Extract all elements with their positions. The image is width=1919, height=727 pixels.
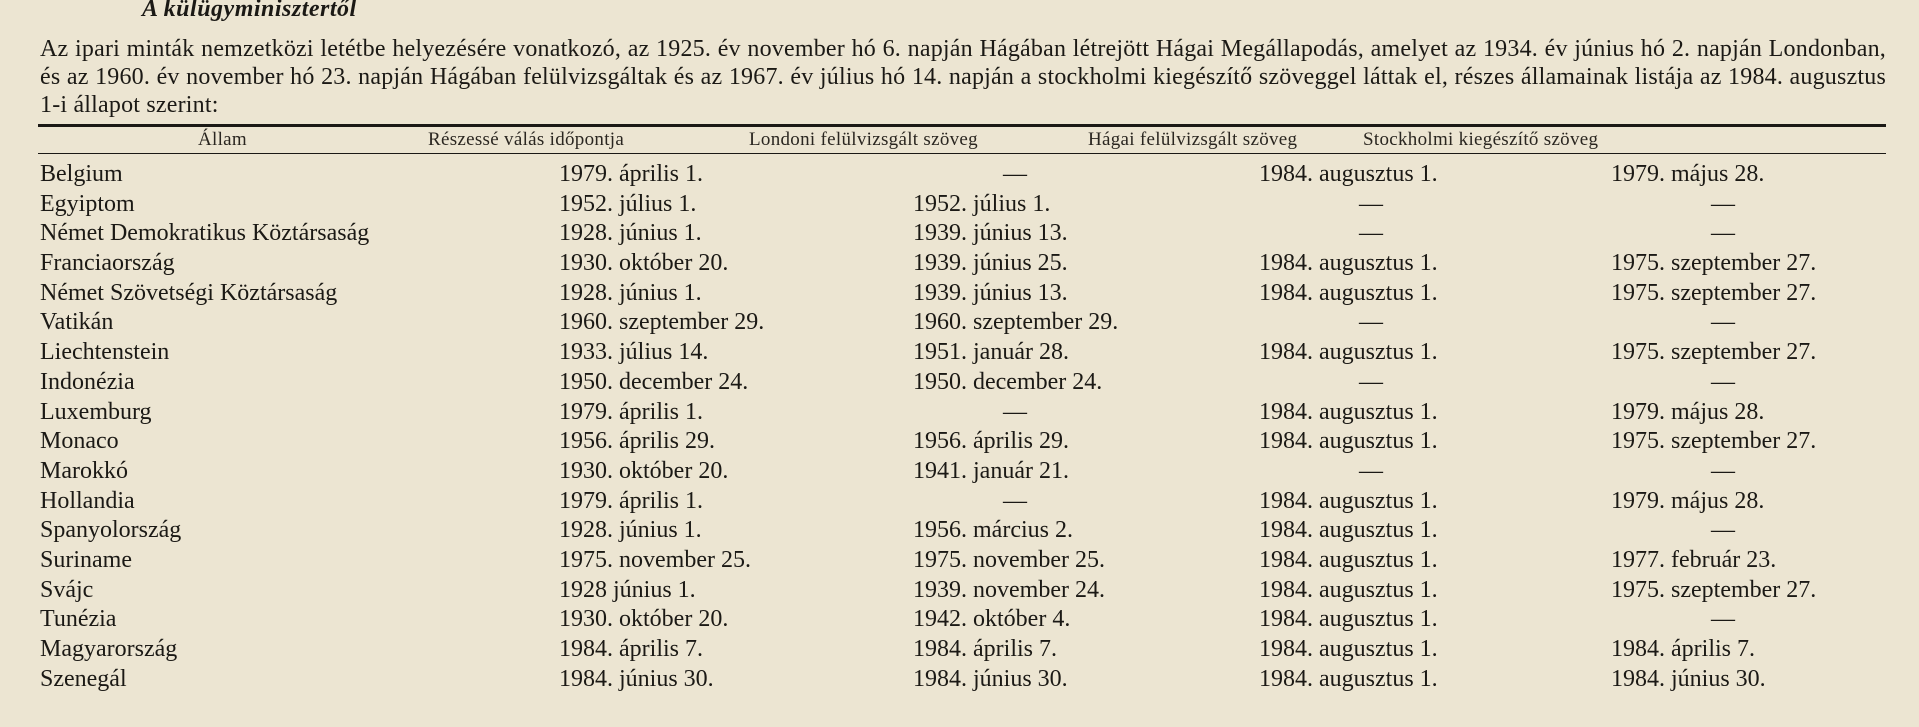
cell-join-date: 1979. április 1. — [559, 161, 703, 187]
cell-state: Belgium — [40, 161, 123, 187]
cell-stockholm-text: — — [1711, 517, 1735, 544]
cell-london-text: 1960. szeptember 29. — [913, 309, 1119, 336]
table-row — [0, 635, 1919, 665]
cell-stockholm-text: 1975. szeptember 27. — [1611, 279, 1817, 306]
cell-join-date: 1984. június 30. — [559, 665, 714, 692]
cell-state: Svájc — [40, 576, 94, 603]
cell-hague-text: — — [1359, 368, 1383, 395]
cell-hague-text: — — [1359, 190, 1383, 217]
cell-hague-text: 1984. augusztus 1. — [1259, 487, 1438, 514]
cell-stockholm-text: — — [1711, 309, 1735, 336]
cell-join-date: 1979. április 1. — [559, 487, 703, 514]
cell-state: Magyarország — [40, 636, 178, 662]
cell-stockholm-text: 1975. szeptember 27. — [1611, 428, 1817, 455]
cell-state: Egyiptom — [40, 190, 135, 217]
cell-london-text: 1984. június 30. — [913, 665, 1068, 692]
cell-stockholm-text: 1979. május 28. — [1611, 161, 1765, 187]
table-row — [0, 576, 1919, 606]
table-header-rule — [38, 153, 1886, 154]
cell-stockholm-text: 1975. szeptember 27. — [1611, 250, 1817, 277]
table-row — [0, 219, 1919, 249]
section-heading: A külügyminisztertől — [142, 0, 357, 22]
cell-join-date: 1960. szeptember 29. — [559, 309, 765, 336]
cell-join-date: 1930. október 20. — [559, 457, 729, 484]
cell-state: Vatikán — [40, 309, 114, 336]
cell-hague-text: 1984. augusztus 1. — [1259, 279, 1438, 306]
table-row — [0, 279, 1919, 309]
cell-hague-text: 1984. augusztus 1. — [1259, 606, 1438, 633]
cell-london-text: 1951. január 28. — [913, 339, 1069, 366]
cell-state: Német Szövetségi Köztársaság — [40, 279, 338, 306]
cell-hague-text: 1984. augusztus 1. — [1259, 517, 1438, 544]
cell-london-text: — — [1003, 487, 1027, 514]
cell-stockholm-text: — — [1711, 190, 1735, 217]
cell-hague-text: 1984. augusztus 1. — [1259, 428, 1438, 455]
cell-hague-text: 1984. augusztus 1. — [1259, 576, 1438, 603]
cell-hague-text: 1984. augusztus 1. — [1259, 665, 1438, 692]
table-row — [0, 308, 1919, 338]
cell-state: Indonézia — [40, 368, 135, 395]
cell-london-text: 1975. november 25. — [913, 546, 1105, 573]
cell-state: Liechtenstein — [40, 339, 170, 366]
cell-hague-text: 1984. augusztus 1. — [1259, 161, 1438, 187]
cell-stockholm-text: — — [1711, 368, 1735, 395]
table-row — [0, 427, 1919, 457]
cell-state: Spanyolország — [40, 517, 182, 544]
cell-hague-text: 1984. augusztus 1. — [1259, 636, 1438, 662]
cell-london-text: 1942. október 4. — [913, 606, 1071, 633]
cell-hague-text: 1984. augusztus 1. — [1259, 250, 1438, 277]
cell-london-text: 1941. január 21. — [913, 457, 1069, 484]
cell-state: Franciaország — [40, 250, 175, 277]
cell-join-date: 1928. június 1. — [559, 517, 702, 544]
cell-stockholm-text: 1975. szeptember 27. — [1611, 339, 1817, 366]
cell-join-date: 1950. december 24. — [559, 368, 749, 395]
cell-state: Monaco — [40, 428, 119, 455]
cell-london-text: 1956. április 29. — [913, 428, 1069, 455]
cell-join-date: 1975. november 25. — [559, 546, 751, 573]
cell-hague-text: 1984. augusztus 1. — [1259, 398, 1438, 425]
table-header — [38, 126, 1886, 153]
header-hague-text: Hágai felülvizsgált szöveg — [1088, 129, 1298, 150]
cell-stockholm-text: 1984. június 30. — [1611, 665, 1766, 692]
cell-london-text: — — [1003, 161, 1027, 187]
intro-paragraph: Az ipari minták nemzetközi letétbe helyezésére vonatkozó, az 1925. év november hó 6. napján Hágában létrejött Hágai Megállapodás, amelyet az 1934. év június hó 2. napján Londonban, és az 1960. év november hó 23. napján Hágában felülvizsgáltak és az 1967. év július hó 14. napján a stockholmi kiegészítő szöveggel láttak el, részes államainak listája az 1984. augusztus 1-i állapot szerint: — [40, 36, 1886, 118]
table-row — [0, 160, 1919, 190]
cell-hague-text: 1984. augusztus 1. — [1259, 339, 1438, 366]
table-row — [0, 605, 1919, 635]
table-row — [0, 398, 1919, 428]
cell-london-text: 1952. július 1. — [913, 190, 1051, 217]
cell-join-date: 1956. április 29. — [559, 428, 715, 455]
cell-stockholm-text: 1979. május 28. — [1611, 487, 1765, 514]
cell-join-date: 1979. április 1. — [559, 398, 703, 425]
cell-state: Marokkó — [40, 457, 128, 484]
table-row — [0, 546, 1919, 576]
cell-join-date: 1928. június 1. — [559, 220, 702, 247]
cell-hague-text: 1984. augusztus 1. — [1259, 546, 1438, 573]
cell-join-date: 1933. július 14. — [559, 339, 709, 366]
cell-london-text: 1984. április 7. — [913, 636, 1057, 662]
cell-state: Német Demokratikus Köztársaság — [40, 220, 370, 247]
header-stockholm-text: Stockholmi kiegészítő szöveg — [1363, 129, 1599, 150]
cell-london-text: 1950. december 24. — [913, 368, 1103, 395]
table-row — [0, 190, 1919, 220]
cell-stockholm-text: 1977. február 23. — [1611, 546, 1777, 573]
table-row — [0, 665, 1919, 695]
cell-join-date: 1930. október 20. — [559, 606, 729, 633]
cell-hague-text: — — [1359, 457, 1383, 484]
cell-london-text: 1939. november 24. — [913, 576, 1105, 603]
cell-stockholm-text: — — [1711, 606, 1735, 633]
cell-stockholm-text: 1984. április 7. — [1611, 636, 1755, 662]
header-join-date: Részessé válás időpontja — [428, 129, 625, 150]
cell-join-date: 1952. július 1. — [559, 190, 697, 217]
cell-state: Hollandia — [40, 487, 135, 514]
cell-state: Suriname — [40, 546, 132, 573]
cell-london-text: 1939. június 13. — [913, 279, 1068, 306]
cell-hague-text: — — [1359, 309, 1383, 336]
cell-join-date: 1930. október 20. — [559, 250, 729, 277]
table-row — [0, 338, 1919, 368]
cell-stockholm-text: 1979. május 28. — [1611, 398, 1765, 425]
cell-join-date: 1984. április 7. — [559, 636, 703, 662]
cell-london-text: 1939. június 13. — [913, 220, 1068, 247]
header-state: Állam — [198, 129, 247, 150]
table-row — [0, 368, 1919, 398]
cell-london-text: — — [1003, 398, 1027, 425]
cell-state: Tunézia — [40, 606, 117, 633]
cell-london-text: 1939. június 25. — [913, 250, 1068, 277]
table-row — [0, 457, 1919, 487]
cell-state: Szenegál — [40, 665, 127, 692]
cell-join-date: 1928. június 1. — [559, 279, 702, 306]
table-row — [0, 249, 1919, 279]
table-body — [0, 160, 1919, 694]
cell-stockholm-text: — — [1711, 457, 1735, 484]
table-row — [0, 487, 1919, 517]
cell-state: Luxemburg — [40, 398, 152, 425]
cell-london-text: 1956. március 2. — [913, 517, 1073, 544]
cell-stockholm-text: — — [1711, 220, 1735, 247]
cell-stockholm-text: 1975. szeptember 27. — [1611, 576, 1817, 603]
cell-hague-text: — — [1359, 220, 1383, 247]
cell-join-date: 1928 június 1. — [559, 576, 696, 603]
header-london-text: Londoni felülvizsgált szöveg — [749, 129, 978, 150]
table-row — [0, 516, 1919, 546]
